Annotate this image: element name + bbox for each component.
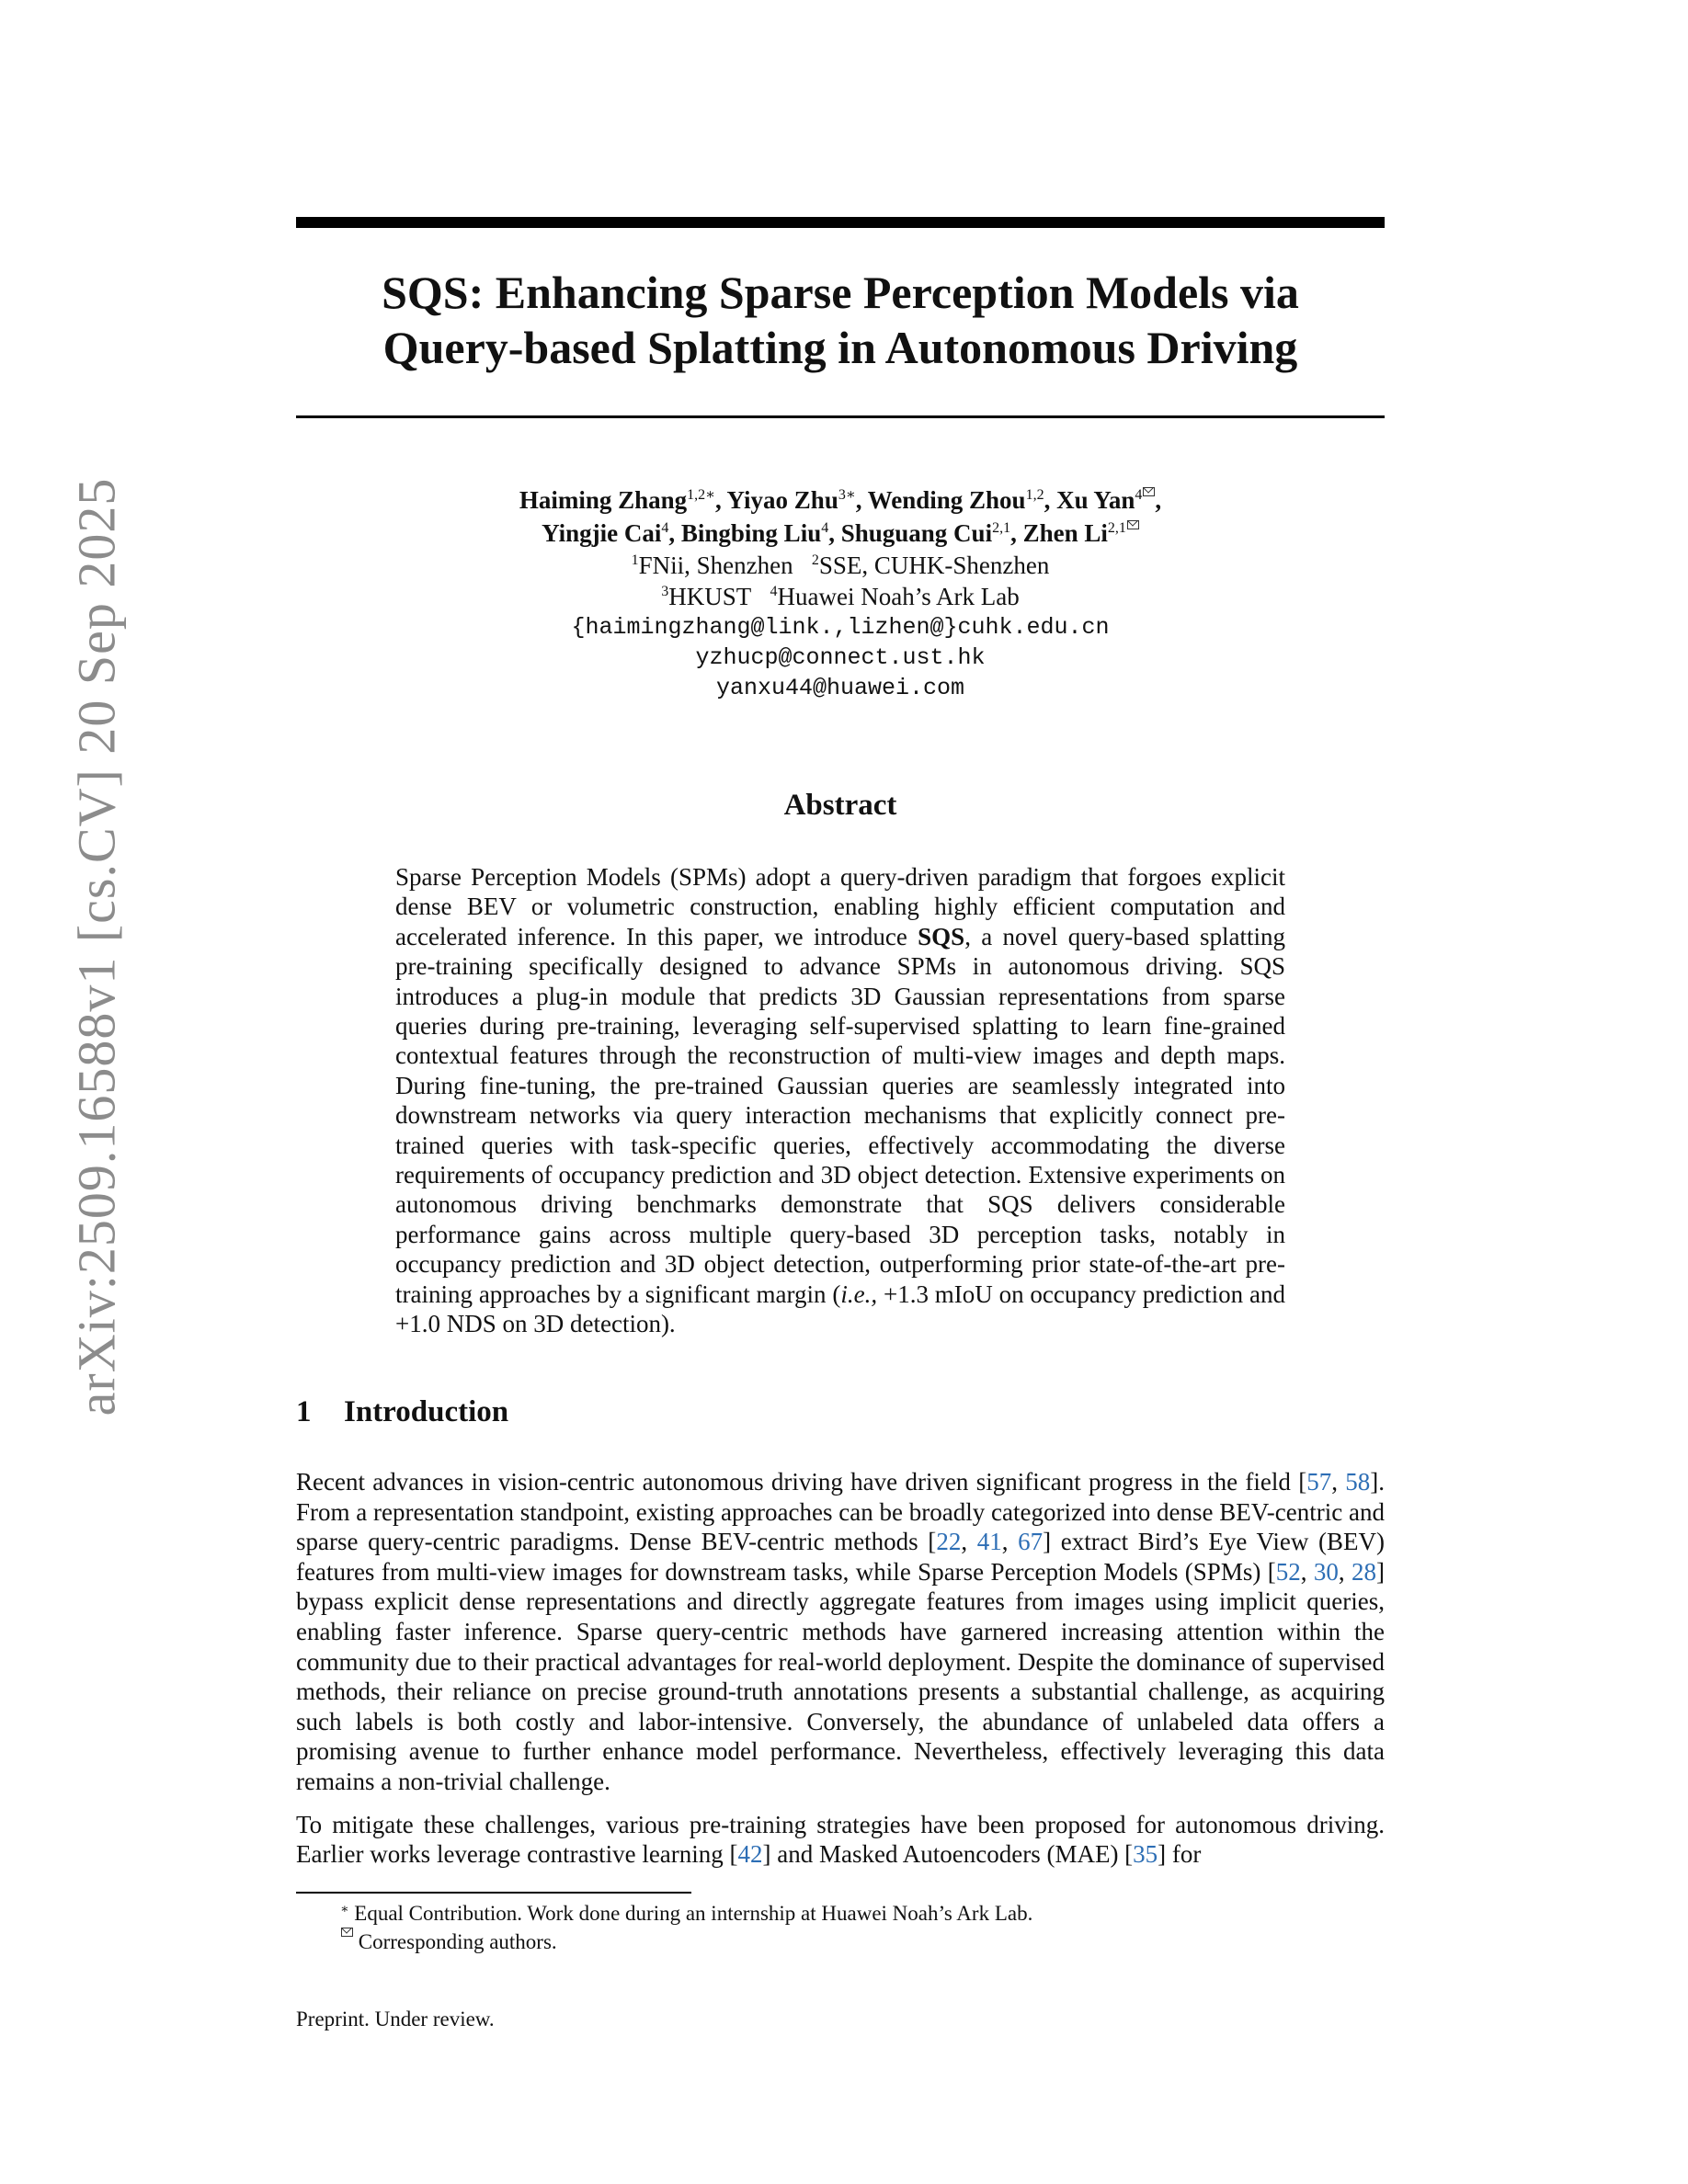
body-text: Recent advances in vision-centric autonomous driving have driven significant progress in the field [ <box>296 1468 1307 1496</box>
author-affiliation-mark: 4 <box>1135 487 1143 503</box>
body-text: ] for <box>1158 1840 1202 1869</box>
preprint-notice: Preprint. Under review. <box>296 2008 495 2030</box>
citation-link[interactable]: 52 <box>1275 1557 1301 1586</box>
arxiv-identifier-stamp: arXiv:2509.16588v1 [cs.CV] 20 Sep 2025 <box>66 477 127 1416</box>
section-title: Introduction <box>344 1395 509 1428</box>
body-text: ] bypass explicit dense representations and directly aggregate features from images using implicit queries, enabling faster inference. Sparse query-centric methods have garnered increasing attention within the community due to their practical advantages for real-world deployment. Despite the dominance of supervised methods, their reliance on precise ground-truth annotations presents a substantial challenge, as acquiring such labels is both costly and labor-intensive. Conversely, the abundance of unlabeled data offers a promising avenue to further enhance model performance. Nevertheless, effectively leveraging this data remains a non-trivial challenge. <box>296 1557 1385 1795</box>
section-number: 1 <box>296 1395 312 1428</box>
abstract-text: Sparse Perception Models (SPMs) adopt a query-driven paradigm that forgoes explicit dense BEV or volumetric construction, enabling highly efficient computation and accelerated inference. In this paper, we introduce <box>395 863 1285 950</box>
citation-link[interactable]: 67 <box>1018 1528 1044 1556</box>
body-text: , <box>1338 1557 1352 1586</box>
title-line-1: SQS: Enhancing Sparse Perception Models via <box>382 267 1299 318</box>
abstract-heading: Abstract <box>783 789 897 822</box>
footnotes <box>340 1899 1032 1956</box>
author-line-1: Haiming Zhang$^{1,2∗}$, Yiyao Zhu$^{3∗}$, Wending Zhou$^{1,2}$, Xu Yan$^4$ , <box>519 486 1162 514</box>
author-name: Yingjie Cai <box>542 519 662 547</box>
body-text: , <box>1300 1557 1314 1586</box>
email-line-1: {haimingzhang@link.,lizhen@}cuhk.edu.cn <box>571 614 1110 641</box>
affiliation-name: SSE, CUHK-Shenzhen <box>818 552 1050 579</box>
citation-link[interactable]: 35 <box>1133 1840 1158 1869</box>
title-line-2: Query-based Splatting in Autonomous Driving <box>382 322 1298 373</box>
body-text: To mitigate these challenges, various pre-training strategies have been proposed for autonomous driving. Earlier works leverage contrastive learning [ <box>296 1810 1385 1869</box>
intro-paragraph-1 <box>296 1467 1385 1797</box>
citation-link[interactable]: 30 <box>1313 1557 1339 1586</box>
abstract-text: , a novel query-based splatting pre-training specifically designed to advance SPMs in autonomous driving. SQS introduces a plug-in module that predicts 3D Gaussian representations from sparse queries during pre-training, leveraging self-supervised splatting to learn fine-grained contextual features through the reconstruction of multi-view images and depth maps. During fine-tuning, the pre-trained Gaussian queries are seamlessly integrated into downstream networks via query interaction mechanisms that explicitly connect pre-trained queries with task-specific queries, effectively accommodating the diverse requirements of occupancy prediction and 3D object detection. Extensive experiments on autonomous driving benchmarks demonstrate that SQS delivers considerable performance gains across multiple query-based 3D perception tasks, notably in occupancy prediction and 3D object detection, outperforming prior state-of-the-art pre-training approaches by a significant margin ( <box>395 922 1285 1308</box>
paper-title <box>296 265 1385 375</box>
body-text: ] extract Bird’s Eye View (BEV) features from multi-view images for downstream tasks, while Sparse Perception Models (SPMs) [ <box>296 1528 1386 1586</box>
citation-link[interactable]: 22 <box>936 1528 962 1556</box>
abstract-method-name: SQS <box>918 922 965 950</box>
affiliation-line-1 <box>296 550 1385 581</box>
author-name: Haiming Zhang <box>519 486 688 514</box>
abstract-italic-text: i.e., <box>840 1280 878 1308</box>
section-heading-introduction <box>296 1395 508 1429</box>
affiliation-mark: 1 <box>631 552 639 568</box>
author-affiliation-mark: 2,1 <box>992 520 1011 536</box>
affiliation-name: Huawei Noah’s Ark Lab <box>777 583 1020 610</box>
affiliation-name: HKUST <box>668 583 752 610</box>
title-top-rule <box>296 217 1385 228</box>
author-name: Yiyao Zhu <box>726 486 838 514</box>
author-affiliation-mark: 3∗ <box>838 487 856 503</box>
affiliation-line-2 <box>296 581 1385 612</box>
envelope-icon <box>1127 520 1139 529</box>
citation-link[interactable]: 57 <box>1306 1468 1332 1496</box>
footnote-text: Equal Contribution. Work done during an internship at Huawei Noah’s Ark Lab. <box>354 1902 1033 1925</box>
author-block <box>296 483 1385 703</box>
author-affiliation-mark: 1,2 <box>1025 487 1044 503</box>
footnote-corresponding <box>340 1928 1032 1956</box>
envelope-icon <box>341 1928 353 1937</box>
body-text: ] and Masked Autoencoders (MAE) [ <box>762 1840 1134 1869</box>
body-text: , <box>1331 1468 1346 1496</box>
author-affiliation-mark: 1,2∗ <box>687 487 716 503</box>
footnote-text: Corresponding authors. <box>358 1930 557 1953</box>
body-text: , <box>1001 1528 1019 1556</box>
affiliation-mark: 4 <box>770 584 778 599</box>
abstract-text: +1.3 mIoU on occupancy prediction and +1.0 NDS on 3D detection). <box>395 1280 1285 1338</box>
intro-paragraph-2 <box>296 1810 1385 1870</box>
affiliation-mark: 2 <box>811 552 819 568</box>
author-affiliation-mark: 2,1 <box>1107 520 1126 536</box>
affiliation-name: FNii, Shenzhen <box>638 552 793 579</box>
footnote-rule <box>296 1892 691 1894</box>
introduction-body <box>296 1467 1385 1883</box>
author-name: Bingbing Liu <box>680 519 822 547</box>
author-affiliation-mark: 4 <box>821 520 829 536</box>
author-line-2: Yingjie Cai$^4$, Bingbing Liu$^4$, Shuguang Cui$^{2,1}$, Zhen Li$^{2,1}$ <box>296 517 1385 550</box>
citation-link[interactable]: 28 <box>1352 1557 1376 1586</box>
body-text: ]. From a representation standpoint, existing approaches can be broadly categorized into dense BEV-centric and sparse query-centric paradigms. Dense BEV-centric methods [ <box>296 1468 1385 1556</box>
body-text: , <box>961 1528 977 1556</box>
author-affiliation-mark: 4 <box>661 520 669 536</box>
abstract-body <box>395 862 1285 1339</box>
citation-link[interactable]: 42 <box>737 1840 763 1869</box>
author-name: Xu Yan <box>1056 486 1135 514</box>
author-name: Wending Zhou <box>867 486 1026 514</box>
footnote-mark: ∗ <box>340 1903 349 1917</box>
title-bottom-rule <box>296 415 1385 418</box>
envelope-icon <box>1143 487 1155 496</box>
email-line-2: yzhucp@connect.ust.hk <box>695 644 986 671</box>
citation-link[interactable]: 41 <box>976 1528 1002 1556</box>
email-line-3: yanxu44@huawei.com <box>715 675 965 701</box>
footnote-equal-contribution <box>340 1899 1032 1928</box>
author-name: Zhen Li <box>1022 519 1108 547</box>
author-name: Shuguang Cui <box>840 519 993 547</box>
citation-link[interactable]: 58 <box>1345 1468 1371 1496</box>
affiliation-mark: 3 <box>661 584 669 599</box>
